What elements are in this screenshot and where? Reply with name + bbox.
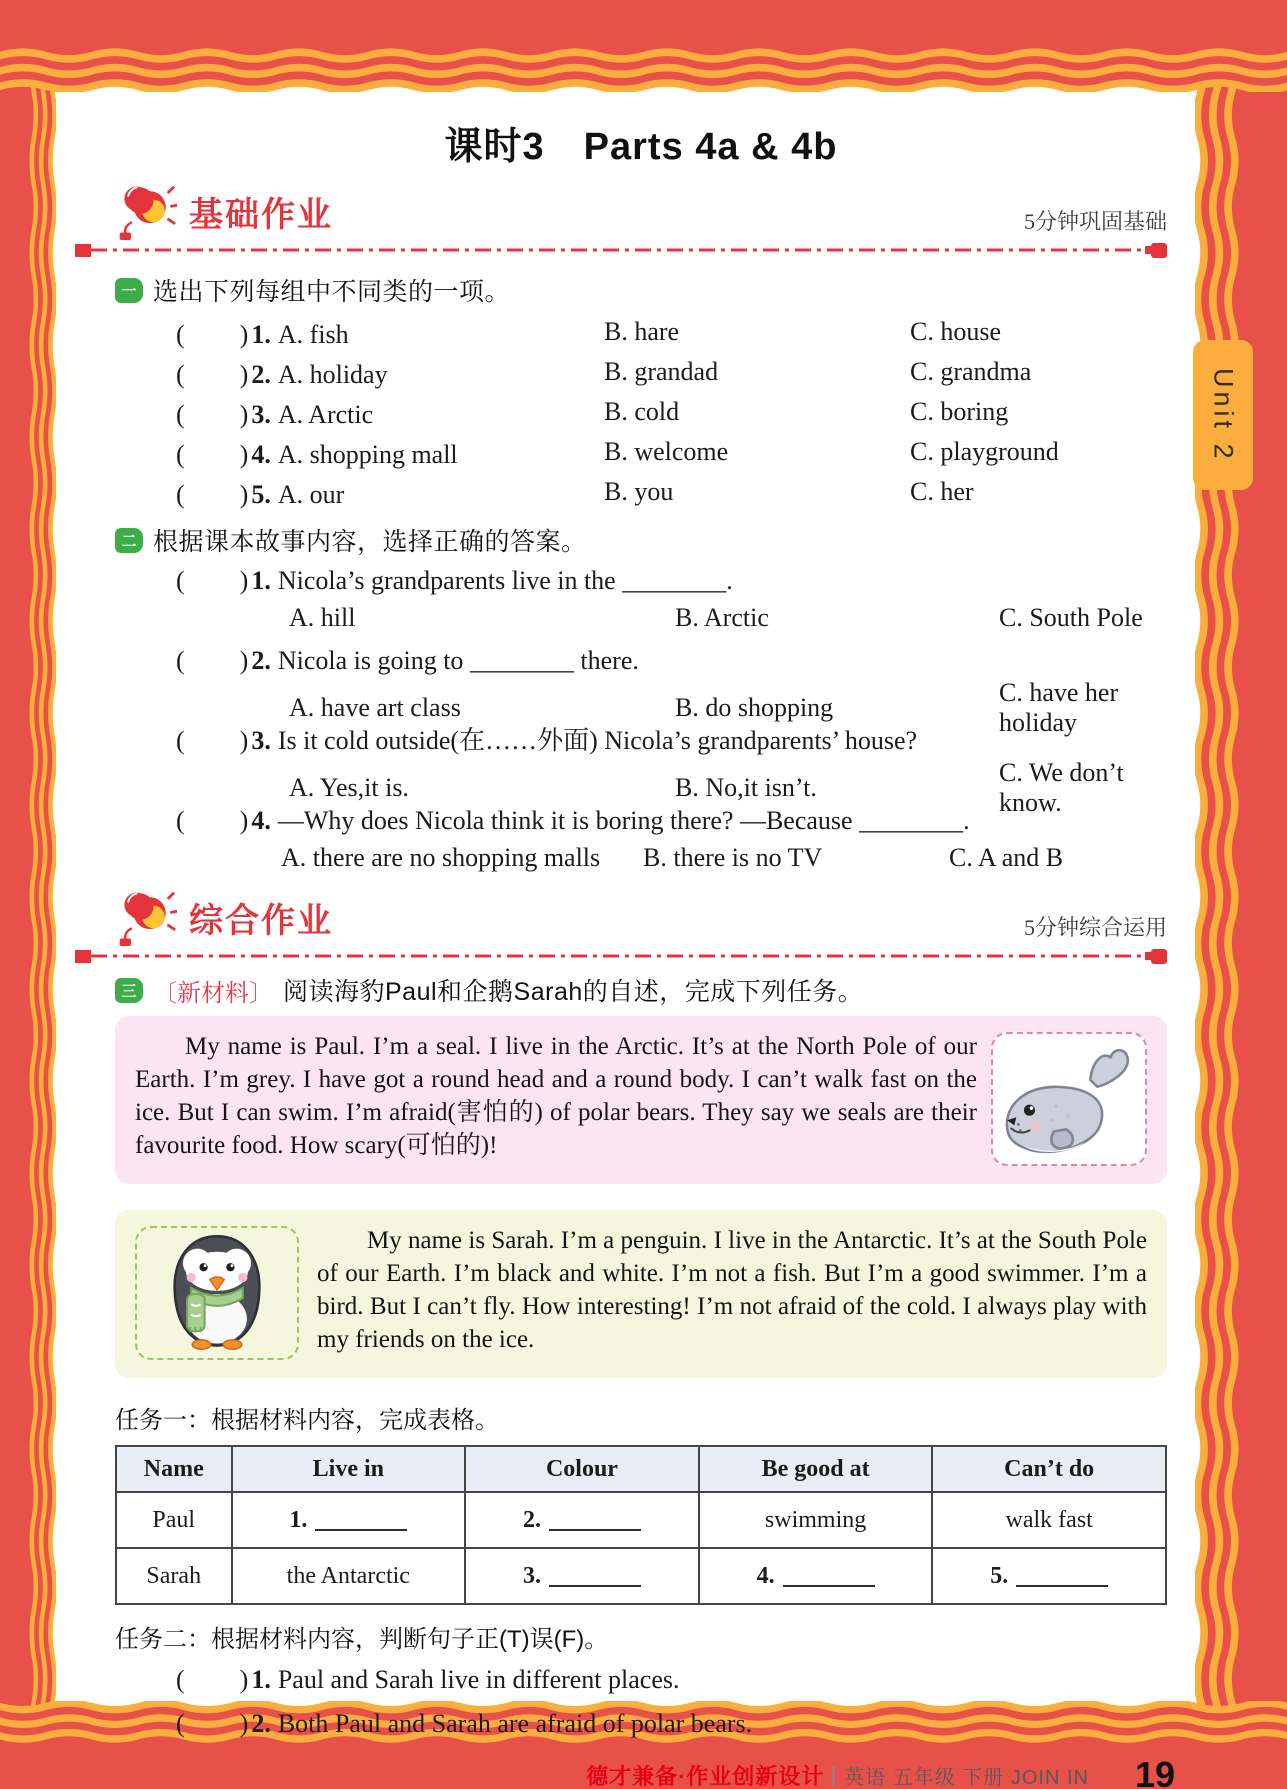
table-cell: 5. xyxy=(932,1548,1166,1604)
option-a: A. have art class xyxy=(289,693,461,722)
option-b: B. hare xyxy=(604,317,680,346)
option-a: ( )1. A. fish xyxy=(176,319,349,349)
question-row xyxy=(115,392,1167,432)
table-row xyxy=(116,1492,1166,1548)
question-number: 3. xyxy=(251,725,271,755)
exercise2-header xyxy=(115,522,1167,558)
tf-row xyxy=(115,1656,1167,1698)
table-cell: walk fast xyxy=(932,1492,1166,1548)
option-b: B. grandad xyxy=(604,357,719,386)
divider-left-cap xyxy=(75,244,91,257)
tf-statement: Both Paul and Sarah are afraid of polar bears. xyxy=(277,1708,753,1738)
summary-table xyxy=(115,1445,1167,1605)
question-stem: ( )4. —Why does Nicola think it is boring there? —Because ________. xyxy=(176,805,970,835)
exercise2-badge: 二 xyxy=(115,528,143,553)
page-number: 19 xyxy=(1134,1754,1175,1789)
question-number: 2. xyxy=(251,359,271,389)
option-a: A. Yes,it is. xyxy=(289,773,409,802)
question-row xyxy=(115,432,1167,472)
table-header-cell: Can’t do xyxy=(932,1446,1166,1492)
section-time-note: 5分钟巩固基础 xyxy=(1023,209,1167,234)
blank-line[interactable] xyxy=(549,1563,641,1587)
exercise1-instruction: 选出下列每组中不同类的一项。 xyxy=(153,278,511,306)
tf-statement: Paul and Sarah live in different places. xyxy=(277,1664,680,1694)
page-border-left xyxy=(0,0,56,1789)
table-header-cell: Be good at xyxy=(699,1446,933,1492)
table-header-cell: Colour xyxy=(465,1446,699,1492)
divider-line xyxy=(91,243,1145,257)
section-divider xyxy=(75,948,1167,964)
new-material-tag: 〔新材料〕 xyxy=(153,980,273,1007)
option-b: B. do shopping xyxy=(675,693,834,722)
question-number: 1. xyxy=(251,1664,271,1694)
answer-paren-slot[interactable]: ( ) xyxy=(176,645,250,675)
section-time-note: 5分钟综合运用 xyxy=(1023,915,1167,940)
table-cell: Sarah xyxy=(116,1548,232,1604)
exercise2-instruction: 根据课本故事内容，选择正确的答案。 xyxy=(153,528,587,556)
answer-paren-slot[interactable]: ( ) xyxy=(176,439,250,469)
option-c: C. her xyxy=(910,477,974,506)
option-b: B. cold xyxy=(604,397,680,426)
page-border-right xyxy=(1195,0,1287,1789)
page-border-top xyxy=(0,0,1287,92)
question-stem: ( )1. Nicola’s grandparents live in the ________. xyxy=(176,565,733,595)
divider-plug xyxy=(1145,949,1167,964)
section-title: 基础作业 xyxy=(189,196,333,234)
option-a: ( )2. A. holiday xyxy=(176,359,388,389)
table-header-row xyxy=(116,1446,1166,1492)
footer-separator: | xyxy=(830,1762,837,1787)
question-options xyxy=(115,598,1167,638)
option-c: C. playground xyxy=(910,437,1059,466)
page-content xyxy=(115,95,1175,1789)
answer-paren-slot[interactable]: ( ) xyxy=(176,1708,250,1738)
question-stem: ( )2. Nicola is going to ________ there. xyxy=(176,645,639,675)
footer-meta: 英语 五年级 下册 JOIN IN xyxy=(844,1766,1089,1789)
question-options xyxy=(115,678,1167,737)
section-header-basic xyxy=(115,180,1167,240)
option-c: C. South Pole xyxy=(999,603,1143,632)
exercise1-questions xyxy=(115,312,1167,512)
table-header-cell: Live in xyxy=(232,1446,466,1492)
answer-paren-slot[interactable]: ( ) xyxy=(176,359,250,389)
option-a: ( )3. A. Arctic xyxy=(176,399,374,429)
question-number: 4. xyxy=(251,805,271,835)
penguin-illustration xyxy=(135,1226,299,1360)
page-title: 课时3 Parts 4a & 4b xyxy=(444,126,838,168)
option-b: B. No,it isn’t. xyxy=(675,773,817,802)
table-cell: 1. xyxy=(232,1492,466,1548)
blank-line[interactable] xyxy=(1016,1563,1108,1587)
question-number: 2. xyxy=(251,1708,271,1738)
question-number: 1. xyxy=(251,565,271,595)
answer-paren-slot[interactable]: ( ) xyxy=(176,479,250,509)
unit-tab xyxy=(1193,340,1253,490)
question-row xyxy=(115,472,1167,512)
question-row xyxy=(115,352,1167,392)
option-c: C. We don’t know. xyxy=(999,758,1124,817)
exercise1-header xyxy=(115,272,1167,308)
option-b: B. you xyxy=(604,477,674,506)
question-options xyxy=(115,758,1167,817)
question-stem: ( )3. Is it cold outside(在……外面) Nicola’s grandparents’ house? xyxy=(176,725,918,755)
unit-tab-label: Unit 2 xyxy=(1208,367,1239,463)
option-a: A. hill xyxy=(289,603,356,632)
task1-label: 任务一：根据材料内容，完成表格。 xyxy=(115,1407,499,1434)
answer-paren-slot[interactable]: ( ) xyxy=(176,725,250,755)
section-header-comprehensive xyxy=(115,886,1167,946)
task2-label: 任务二：根据材料内容，判断句子正(T)误(F)。 xyxy=(115,1626,609,1653)
question-number: 1. xyxy=(251,319,271,349)
divider-plug xyxy=(1145,243,1167,258)
tf-row xyxy=(115,1700,1167,1742)
exercise3-instruction: 阅读海豹Paul和企鹅Sarah的自述，完成下列任务。 xyxy=(283,978,864,1006)
footer xyxy=(115,1754,1175,1789)
option-c: C. grandma xyxy=(910,357,1032,386)
exercise2-questions xyxy=(115,558,1167,878)
question-options xyxy=(115,838,1167,878)
answer-paren-slot[interactable]: ( ) xyxy=(176,805,250,835)
option-b: B. welcome xyxy=(604,437,729,466)
option-c: C. A and B xyxy=(949,843,1064,872)
question-number: 5. xyxy=(251,479,271,509)
section-title: 综合作业 xyxy=(189,902,333,940)
lamp-icon xyxy=(115,179,177,241)
passage-paul: My name is Paul. I’m a seal. I live in the Arctic. It’s at the North Pole of our Earth. I’m grey. I have got a round head and a round body. I can’t walk fast on the ice. But I can swim. I’m afraid(害怕的) of polar bears. They say we seals are their favourite food. How scary(可怕的)! xyxy=(115,1016,1167,1184)
question-number: 3. xyxy=(251,399,271,429)
blank-line[interactable] xyxy=(315,1507,407,1531)
section-divider xyxy=(75,242,1167,258)
option-a: A. there are no shopping malls xyxy=(281,843,601,872)
answer-paren-slot[interactable]: ( ) xyxy=(176,1664,250,1694)
blank-line[interactable] xyxy=(549,1507,641,1531)
table-cell: Paul xyxy=(116,1492,232,1548)
divider-left-cap xyxy=(75,950,91,963)
option-a: ( )5. A. our xyxy=(176,479,345,509)
option-c: C. house xyxy=(910,317,1001,346)
seal-illustration xyxy=(991,1032,1147,1166)
table-cell: 3. xyxy=(465,1548,699,1604)
answer-paren-slot[interactable]: ( ) xyxy=(176,565,250,595)
exercise3-badge: 三 xyxy=(115,978,143,1003)
answer-paren-slot[interactable]: ( ) xyxy=(176,319,250,349)
option-b: B. there is no TV xyxy=(643,843,823,872)
question-row xyxy=(115,312,1167,352)
table-cell: the Antarctic xyxy=(232,1548,466,1604)
option-c: C. have her holiday xyxy=(999,678,1119,737)
passage-sarah: My name is Sarah. I’m a penguin. I live in the Antarctic. It’s at the South Pole of our Earth. I’m black and white. I’m not a fish. But I’m a good swimmer. I’m a bird. But I can’t fly. How interesting! I’m not afraid of the cold. I always play with my friends on the ice. xyxy=(115,1210,1167,1378)
footer-brand: 德才兼备·作业创新设计 xyxy=(586,1763,825,1789)
blank-line[interactable] xyxy=(783,1563,875,1587)
question-number: 4. xyxy=(251,439,271,469)
table-row xyxy=(116,1548,1166,1604)
table-cell: 4. xyxy=(699,1548,933,1604)
option-b: B. Arctic xyxy=(675,603,769,632)
table-cell: 2. xyxy=(465,1492,699,1548)
option-a: ( )4. A. shopping mall xyxy=(176,439,458,469)
exercise3-header xyxy=(115,972,1167,1008)
lamp-icon xyxy=(115,885,177,947)
exercise1-badge: 一 xyxy=(115,278,143,303)
table-cell: swimming xyxy=(699,1492,933,1548)
answer-paren-slot[interactable]: ( ) xyxy=(176,399,250,429)
divider-line xyxy=(91,949,1145,963)
table-header-cell: Name xyxy=(116,1446,232,1492)
option-c: C. boring xyxy=(910,397,1009,426)
question-number: 2. xyxy=(251,645,271,675)
